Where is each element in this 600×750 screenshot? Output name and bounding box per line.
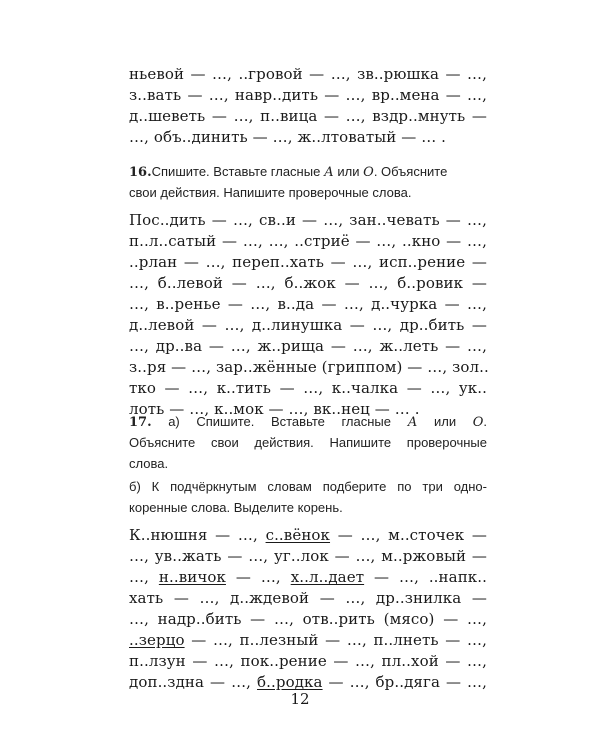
- exercise-line: п..лзун — …, пок..рение — …, пл..хой — …,: [129, 652, 487, 670]
- exercise-line: доп..здна — …, б..родка — …, бр..дяга — …,: [129, 673, 487, 691]
- exercise-line: …, ув..жать — …, уг..лок — …, м..ржовый —: [129, 547, 487, 565]
- underlined-word: с..вёнок: [265, 526, 331, 544]
- exercise-line: …, б..левой — …, б..жок — …, б..ровик —: [129, 274, 487, 292]
- text-line: з..вать — …, навр..дить — …, вр..мена — …,: [129, 86, 487, 104]
- underlined-word: х..л..дает: [290, 568, 365, 586]
- exercise-17-instruction-line: коренные слова. Выделите корень.: [129, 500, 343, 515]
- exercise-16-instruction-line: свои действия. Напишите проверочные слова.: [129, 185, 412, 200]
- exercise-line: тко — …, к..тить — …, к..чалка — …, ук..: [129, 379, 487, 397]
- exercise-line: К..нюшня — …, с..вёнок — …, м..сточек —: [129, 526, 487, 544]
- underlined-word: б..родка: [257, 673, 323, 691]
- exercise-17-instruction-line: слова.: [129, 456, 169, 471]
- underlined-word: ..зерцо: [129, 631, 185, 649]
- exercise-16-instruction: 16.Спишите. Вставьте гласные А или О. Объясните: [129, 164, 448, 180]
- exercise-17-instruction-b: б) К подчёркнутым словам подберите по три одно-: [129, 479, 487, 494]
- exercise-line: хать — …, д..ждевой — …, др..знилка —: [129, 589, 487, 607]
- exercise-number: 17.: [129, 415, 152, 430]
- exercise-line: з..ря — …, зар..жённые (гриппом) — …, зол..: [129, 358, 489, 376]
- exercise-number: 16.: [129, 165, 152, 180]
- exercise-line: Пос..дить — …, св..и — …, зан..чевать — …,: [129, 211, 487, 229]
- exercise-line: …, надр..бить — …, отв..рить (мясо) — …,: [129, 610, 487, 628]
- exercise-line: лоть — …, к..мок — …, вк..нец — … .: [129, 400, 420, 418]
- exercise-line: д..левой — …, д..линушка — …, др..бить —: [129, 316, 487, 334]
- exercise-line: ..рлан — …, переп..хать — …, исп..рение —: [129, 253, 487, 271]
- page-number: 12: [290, 690, 310, 708]
- text-line: д..шеветь — …, п..вица — …, вздр..мнуть —: [129, 107, 487, 125]
- exercise-17-instruction-a: 17. а) Спишите. Вставьте гласные А или О.: [129, 414, 487, 430]
- exercise-17-instruction-line: Объясните свои действия. Напишите проверочные: [129, 435, 487, 450]
- text-line: ньевой — …, ..гровой — …, зв..рюшка — …,: [129, 65, 487, 83]
- exercise-line: ..зерцо — …, п..лезный — …, п..лнеть — …,: [129, 631, 487, 649]
- exercise-line: …, др..ва — …, ж..рища — …, ж..леть — …,: [129, 337, 487, 355]
- exercise-line: …, н..вичок — …, х..л..дает — …, ..напк..: [129, 568, 488, 586]
- underlined-word: н..вичок: [158, 568, 226, 586]
- exercise-line: …, в..ренье — …, в..да — …, д..чурка — …,: [129, 295, 487, 313]
- text-line: …, объ..динить — …, ж..лтоватый — … .: [129, 128, 447, 146]
- exercise-line: п..л..сатый — …, …, ..стриё — …, ..кно — …,: [129, 232, 487, 250]
